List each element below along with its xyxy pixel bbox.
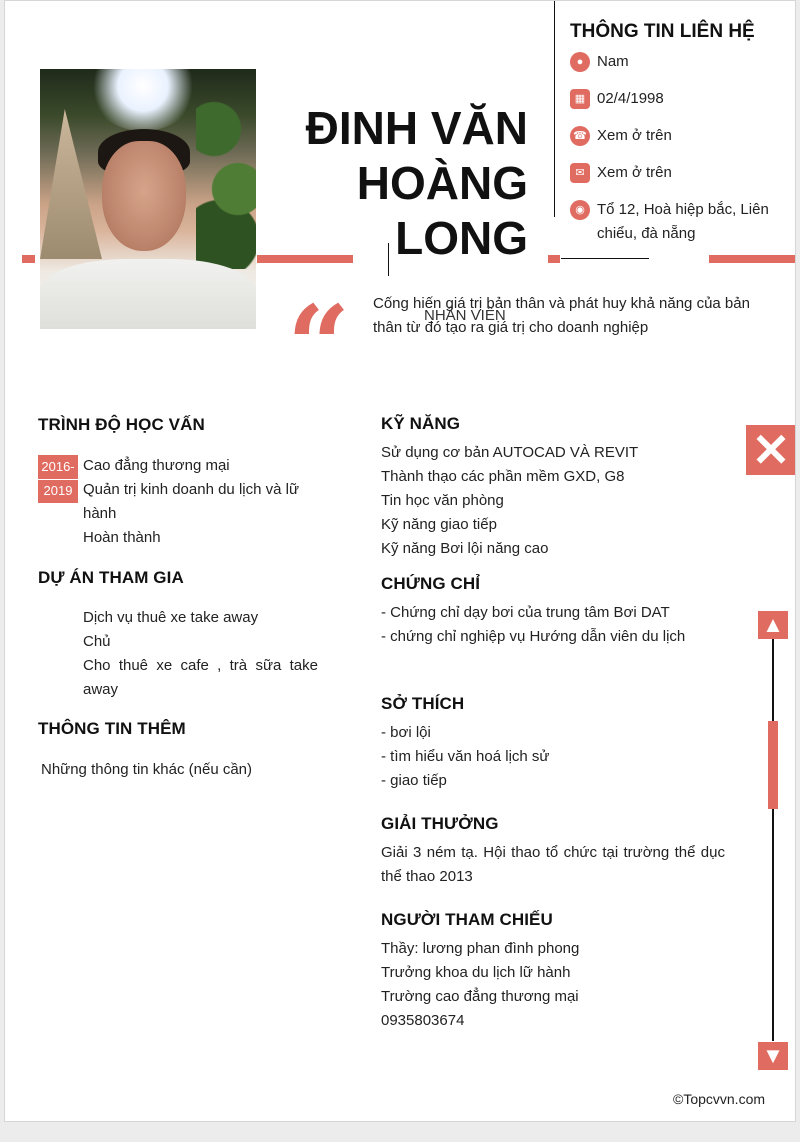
- contact-gender-value: Nam: [597, 53, 629, 70]
- name-line-1: ĐINH VĂN: [305, 102, 528, 154]
- project-role: Chủ: [83, 633, 111, 650]
- reference-item: Trưởng khoa du lịch lữ hành: [381, 964, 571, 981]
- contact-dob-value: 02/4/1998: [597, 90, 664, 107]
- contact-phone-value: Xem ở trên: [597, 127, 672, 144]
- education-year-end: 2019: [43, 483, 73, 498]
- skill-item: Tin học văn phòng: [381, 492, 504, 509]
- accent-line-right: [709, 255, 796, 263]
- calendar-icon: ▦: [570, 89, 590, 109]
- hobbies-title: SỞ THÍCH: [381, 694, 465, 713]
- skill-item: Kỹ năng Bơi lội năng cao: [381, 540, 549, 557]
- career-objective: Cống hiến giá trị bản thân và phát huy khả năng của bản thân từ đó tạo ra giá trị cho doanh nghiệp: [373, 295, 750, 336]
- contact-dob: [570, 87, 790, 111]
- reference-item: Trường cao đẳng thương mại: [381, 988, 579, 1005]
- candidate-name: [228, 101, 528, 266]
- job-title: NHÂN VIÊN: [424, 307, 506, 324]
- close-button[interactable]: ✕: [746, 425, 796, 475]
- contact-title: THÔNG TIN LIÊN HỆ: [570, 21, 755, 42]
- skill-item: Kỹ năng giao tiếp: [381, 516, 497, 533]
- reference-item: 0935803674: [381, 1012, 465, 1029]
- name-line-2: HOÀNG: [356, 157, 528, 209]
- awards-text: Giải 3 ném tạ. Hội thao tổ chức tại trường thể dục thể thao 2013: [381, 844, 725, 885]
- extra-info-text: Những thông tin khác (nếu cần): [41, 761, 253, 778]
- contact-phone: [570, 124, 790, 148]
- contact-address-value: Tổ 12, Hoà hiệp bắc, Liên chiểu, đà nẵng: [597, 201, 769, 242]
- scroll-up-button[interactable]: ▲: [758, 611, 788, 639]
- scroll-thumb[interactable]: [768, 721, 778, 809]
- phone-icon: ☎: [570, 126, 590, 146]
- contact-email-value: Xem ở trên: [597, 164, 672, 181]
- contact-gender: [570, 50, 790, 74]
- divider-vertical-contact: [554, 1, 555, 217]
- skills-title: KỸ NĂNG: [381, 414, 461, 433]
- hobby-item: - giao tiếp: [381, 772, 447, 789]
- certificate-item: - Chứng chỉ dạy bơi của trung tâm Bơi DAT: [381, 604, 670, 621]
- avatar-photo: [40, 69, 256, 329]
- references-title: NGƯỜI THAM CHIẾU: [381, 910, 553, 929]
- scroll-down-button[interactable]: ▼: [758, 1042, 788, 1070]
- accent-line-left: [22, 255, 35, 263]
- hobby-item: - bơi lội: [381, 724, 431, 741]
- education-year-start: 2016-: [41, 459, 75, 474]
- name-line-3: LONG: [395, 212, 528, 264]
- accent-line-center: [548, 255, 560, 263]
- education-major: Quản trị kinh doanh du lịch và lữ hành: [83, 481, 299, 522]
- scroll-track[interactable]: [772, 639, 774, 1041]
- cv-page: [4, 0, 796, 1122]
- hobby-item: - tìm hiểu văn hoá lịch sử: [381, 748, 550, 765]
- project-desc: Cho thuê xe cafe , trà sữa take away: [83, 657, 318, 698]
- education-title: TRÌNH ĐỘ HỌC VẤN: [38, 415, 205, 434]
- person-icon: ●: [570, 52, 590, 72]
- footer-copyright: ©Topcvvn.com: [673, 1091, 766, 1107]
- quote-icon: “: [287, 281, 351, 410]
- certificate-item: - chứng chỉ nghiệp vụ Hướng dẫn viên du lịch: [381, 628, 686, 645]
- education-years: [38, 455, 78, 503]
- extra-info-title: THÔNG TIN THÊM: [38, 719, 186, 738]
- contact-address: [570, 198, 790, 246]
- email-icon: ✉: [570, 163, 590, 183]
- education-school: Cao đẳng thương mại: [83, 457, 230, 474]
- skill-item: Thành thạo các phần mềm GXD, G8: [381, 468, 625, 485]
- awards-title: GIẢI THƯỞNG: [381, 814, 499, 833]
- skill-item: Sử dụng cơ bản AUTOCAD VÀ REVIT: [381, 444, 639, 461]
- projects-title: DỰ ÁN THAM GIA: [38, 568, 184, 587]
- education-status: Hoàn thành: [83, 529, 161, 546]
- location-pin-icon: ◉: [570, 200, 590, 220]
- project-name: Dịch vụ thuê xe take away: [83, 609, 259, 626]
- thin-line-center: [561, 258, 649, 259]
- certificates-title: CHỨNG CHỈ: [381, 574, 481, 593]
- reference-item: Thầy: lương phan đình phong: [381, 940, 580, 957]
- contact-email: [570, 161, 790, 185]
